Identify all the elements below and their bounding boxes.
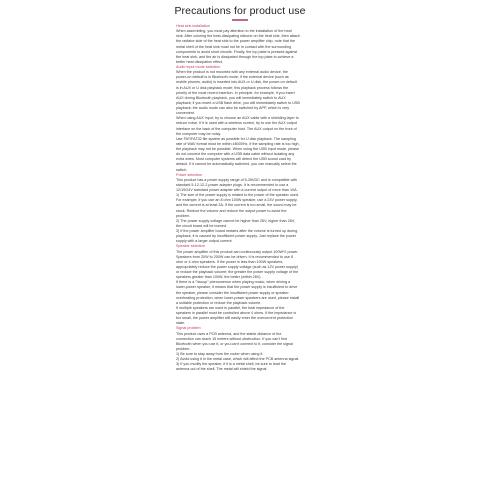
body-paragraph: 1) Be sure to stay away from the router when using it. (176, 352, 264, 356)
body-paragraph: 1) The size of the power supply is related to the power of the speaker used. For example, if you use an 8 ohm 100W speaker, use a 24V power supply, and the current is at least 3A. If the current is too small, the sound may be stuck. Reduce the volume and reduce the output power to avoid the problem. (176, 193, 299, 218)
body-paragraph: When assembling, you must pay attention to the installation of the heat sink. After coloring the heat-dissipating silicone on the heat sink, then attach the radiator side of the heat sink to the power amplifier chip, note that the metal shell of the heat sink must not be in contact with the surrounding components to avoid short circuits. Finally, the top plate is pressed against the heat sink, and the air is dissipated through the top plate to achieve a better heat dissipation effect. (176, 29, 300, 64)
body-paragraph: The power amplifier of this product can continuously output 100W*2 power. Speakers from 20W to 200W can be driven. It is recommended to use 8 ohm or 4 ohm speakers. If the power is less than 100W speakers, appropriately reduce the power supply voltage (such as 12V power supply) or reduce the playback volume; the greater the power supply voltage of the speakers greater than 100W, the better (within 26V). (176, 249, 299, 280)
body-paragraph: This product has a power supply range of 5-26VDC and is compatible with standard 5-12-12-2 power adapter plugs. It is recommended to use a 12/19/24V standard power adapter with a current output of more than 10A. (176, 177, 298, 192)
title-underline (232, 19, 248, 21)
body-paragraph: 3) If you modify the speaker, if it is a metal shell, be sure to lead the antenna out of the shell. The metal will shield the signal. (176, 362, 287, 372)
body-paragraph: If multiple speakers are used in parallel, the total impedance of the speakers in parallel must be controlled above 4 ohms. If the impedance is too small, the power amplifier will easily enter the overcurrent protection state. (176, 305, 297, 326)
document-body (176, 24, 300, 373)
body-paragraph: When the product is not mounted with any external audio device, the power-on default is in Bluetooth mode; if the external device (such as mobile phones, audio) is inserted into AUX or U disk, the power-on default is in AUX or U disk playback mode; this playback process follows the priority of the most recent insertion. In principle, for example, if you insert AUX during Bluetooth playback, you will immediately switch to AUX playback; if you insert a USB flash drive, you will immediately switch to USB playback; the audio mode can also be switched by APP, which is very convenient. (176, 70, 300, 116)
section-heading: Speaker selection (176, 244, 206, 249)
page-title: Precautions for product use (174, 5, 306, 17)
body-paragraph: 2) Avoid using it in the metal case, which will affect the PCB antenna signal. (176, 357, 300, 362)
body-paragraph: When using AUX input, try to choose an AUX cable with a shielding layer to reduce noise. If it is used with a wireless control, try to use the AUX output interface on the back of the computer host. The AUX output on the front of the computer may be noisy. (176, 116, 299, 136)
body-paragraph: 2) The power supply voltage cannot be higher than 26V, higher than 26V, the circuit board will be burned. (176, 218, 295, 228)
body-paragraph: Use FAT/FAT32 file system as possible for U disk playback. The sampling rate of WAV format must be within 48000Hz. If the sampling rate is too high, the playback may not be possible. When using the USB input mode, please do not connect the computer with a USB data cable without isolating any extra wires. Most computer systems will detect the USB sound card by default. If it cannot be automatically switched, you can manually select the switch. (176, 136, 300, 172)
section-heading: Signal problem (176, 326, 201, 331)
section-heading: Heat sink installation (176, 24, 210, 28)
section-heading: Power selection (176, 172, 203, 177)
body-paragraph: This product uses a PCB antenna, and the stable distance of the connection can reach 15 meters without obstruction. If you can't find Bluetooth when you use it, or you can't connect to it, consider the signal problem. (176, 331, 293, 351)
body-paragraph: If there is a "hiccup" phenomenon when playing music, when driving a lower-power speaker, it means that the power supply is insufficient to drive the speaker, please consider the insufficient power supply or speaker overheating protection, when lower-power speakers are used, please install a suitable protection or reduce the playback volume. (176, 280, 300, 305)
body-paragraph: 3) If the power amplifier board restarts after the volume is turned up during playback, it is caused by insufficient power supply. Just replace the power supply with a larger output current. (176, 229, 298, 244)
section-heading: Audio input mode selection (176, 65, 221, 69)
